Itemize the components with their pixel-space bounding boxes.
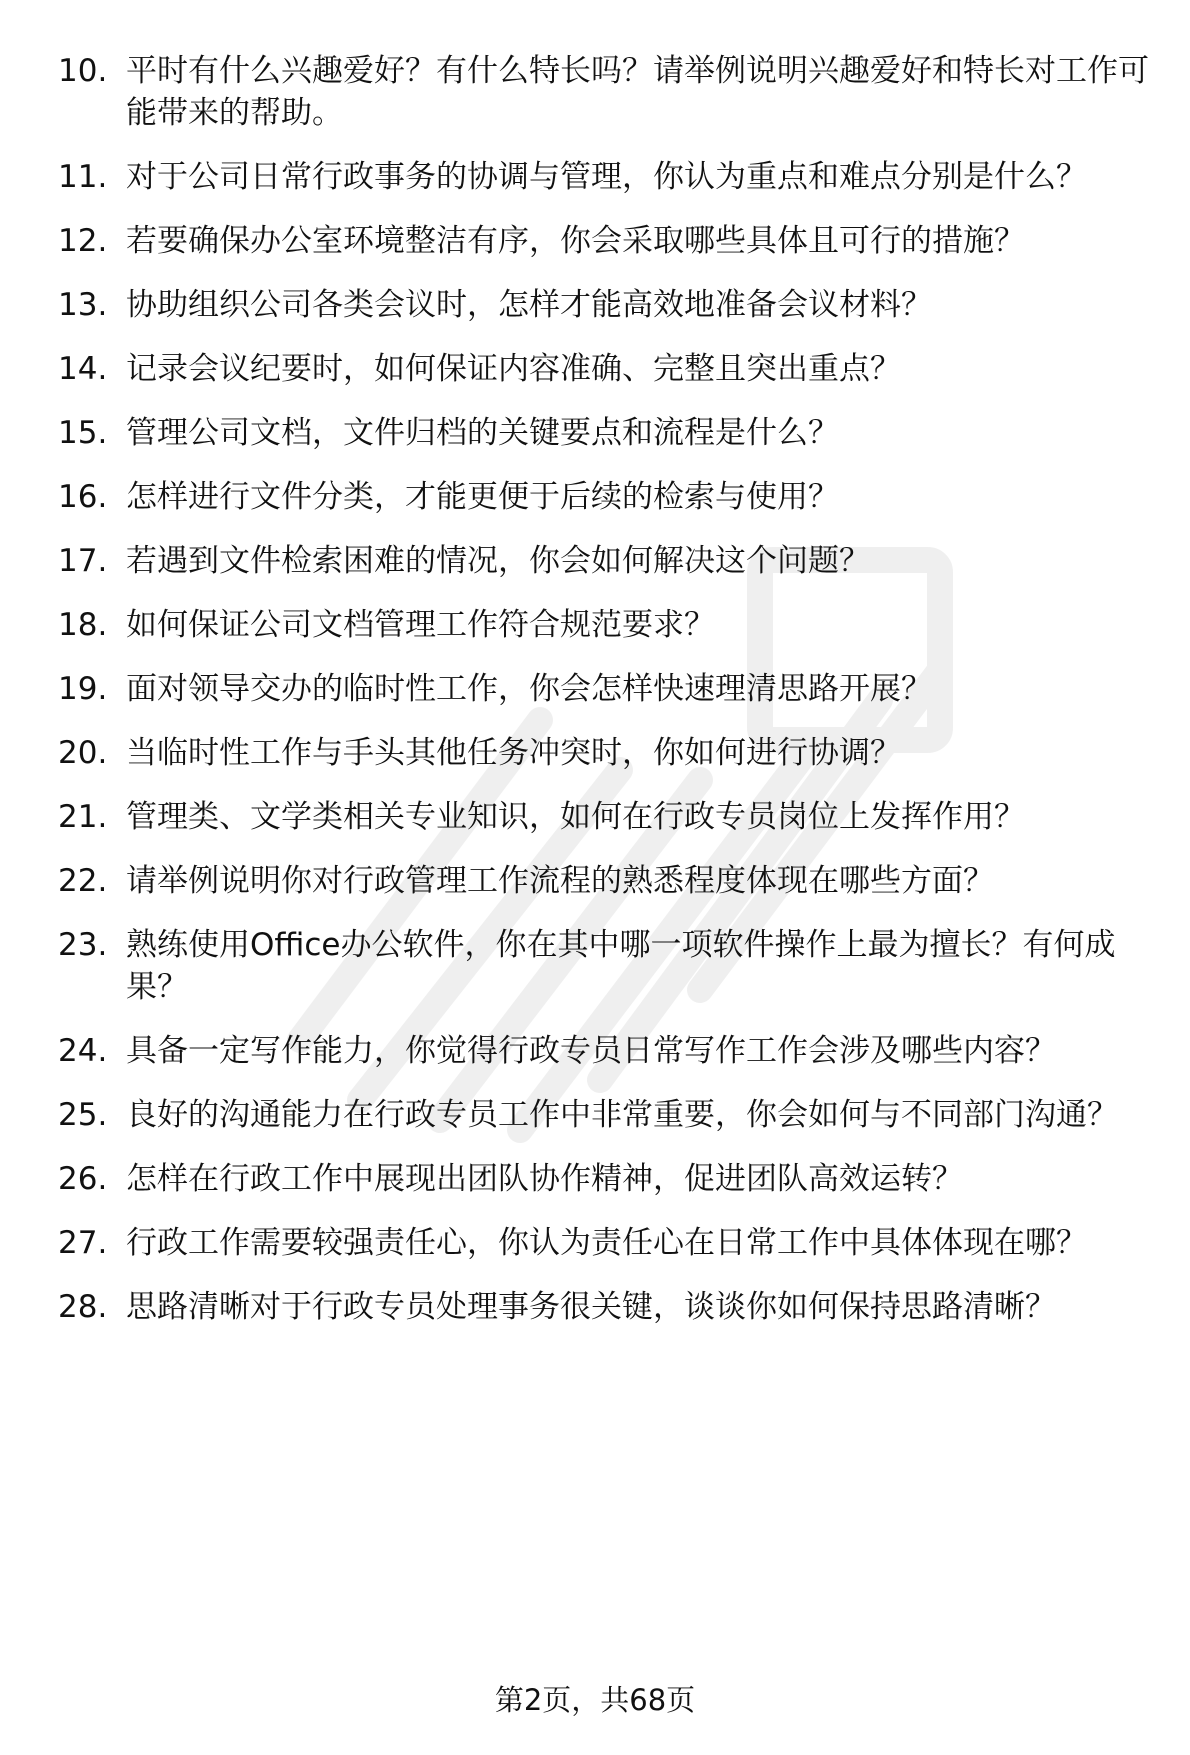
question-item bbox=[58, 1158, 1158, 1200]
question-number: 24. bbox=[58, 1033, 108, 1069]
question-text: 对于公司日常行政事务的协调与管理，你认为重点和难点分别是什么？ bbox=[126, 159, 1087, 195]
question-number: 28. bbox=[58, 1289, 108, 1325]
question-number: 23. bbox=[58, 927, 108, 963]
question-number: 15. bbox=[58, 415, 108, 451]
question-text: 记录会议纪要时，如何保证内容准确、完整且突出重点？ bbox=[126, 351, 901, 387]
question-item bbox=[58, 540, 1158, 582]
question-text: 管理类、文学类相关专业知识，如何在行政专员岗位上发挥作用？ bbox=[126, 799, 1025, 835]
question-number: 19. bbox=[58, 671, 108, 707]
question-item bbox=[58, 156, 1158, 198]
question-item bbox=[58, 1222, 1158, 1264]
question-text: 怎样进行文件分类，才能更便于后续的检索与使用？ bbox=[126, 479, 839, 515]
question-number: 20. bbox=[58, 735, 108, 771]
question-number: 16. bbox=[58, 479, 108, 515]
question-item bbox=[58, 284, 1158, 326]
question-text: 怎样在行政工作中展现出团队协作精神，促进团队高效运转？ bbox=[126, 1161, 963, 1197]
question-item bbox=[58, 1030, 1158, 1072]
question-item bbox=[58, 348, 1158, 390]
page-number: 第2页，共68页 bbox=[494, 1683, 696, 1717]
question-number: 25. bbox=[58, 1097, 108, 1133]
question-text: 若遇到文件检索困难的情况，你会如何解决这个问题？ bbox=[126, 543, 870, 579]
question-text: 具备一定写作能力，你觉得行政专员日常写作工作会涉及哪些内容？ bbox=[126, 1033, 1056, 1069]
question-item bbox=[58, 1094, 1158, 1136]
question-number: 27. bbox=[58, 1225, 108, 1261]
question-text: 熟练使用Office办公软件，你在其中哪一项软件操作上最为擅长？有何成果？ bbox=[126, 927, 1116, 1005]
question-item bbox=[58, 860, 1158, 902]
question-text: 若要确保办公室环境整洁有序，你会采取哪些具体且可行的措施？ bbox=[126, 223, 1025, 259]
question-item bbox=[58, 604, 1158, 646]
question-item bbox=[58, 1286, 1158, 1328]
question-number: 17. bbox=[58, 543, 108, 579]
question-text: 协助组织公司各类会议时，怎样才能高效地准备会议材料？ bbox=[126, 287, 932, 323]
question-item bbox=[58, 476, 1158, 518]
question-text: 良好的沟通能力在行政专员工作中非常重要，你会如何与不同部门沟通？ bbox=[126, 1097, 1118, 1133]
question-number: 26. bbox=[58, 1161, 108, 1197]
question-number: 13. bbox=[58, 287, 108, 323]
question-number: 21. bbox=[58, 799, 108, 835]
question-number: 12. bbox=[58, 223, 108, 259]
question-number: 14. bbox=[58, 351, 108, 387]
question-number: 10. bbox=[58, 53, 108, 89]
question-text: 管理公司文档，文件归档的关键要点和流程是什么？ bbox=[126, 415, 839, 451]
question-item bbox=[58, 50, 1158, 134]
question-item bbox=[58, 732, 1158, 774]
question-text: 当临时性工作与手头其他任务冲突时，你如何进行协调？ bbox=[126, 735, 901, 771]
question-text: 行政工作需要较强责任心，你认为责任心在日常工作中具体体现在哪？ bbox=[126, 1225, 1087, 1261]
question-text: 如何保证公司文档管理工作符合规范要求？ bbox=[126, 607, 715, 643]
question-item bbox=[58, 220, 1158, 262]
question-item bbox=[58, 924, 1158, 1008]
question-text: 平时有什么兴趣爱好？有什么特长吗？请举例说明兴趣爱好和特长对工作可能带来的帮助。 bbox=[126, 53, 1149, 131]
question-number: 18. bbox=[58, 607, 108, 643]
question-number: 11. bbox=[58, 159, 108, 195]
question-item bbox=[58, 412, 1158, 454]
question-number: 22. bbox=[58, 863, 108, 899]
question-item bbox=[58, 668, 1158, 710]
question-text: 面对领导交办的临时性工作，你会怎样快速理清思路开展？ bbox=[126, 671, 932, 707]
question-text: 请举例说明你对行政管理工作流程的熟悉程度体现在哪些方面？ bbox=[126, 863, 994, 899]
question-item bbox=[58, 796, 1158, 838]
question-text: 思路清晰对于行政专员处理事务很关键，谈谈你如何保持思路清晰？ bbox=[126, 1289, 1056, 1325]
question-list bbox=[58, 50, 1158, 1350]
